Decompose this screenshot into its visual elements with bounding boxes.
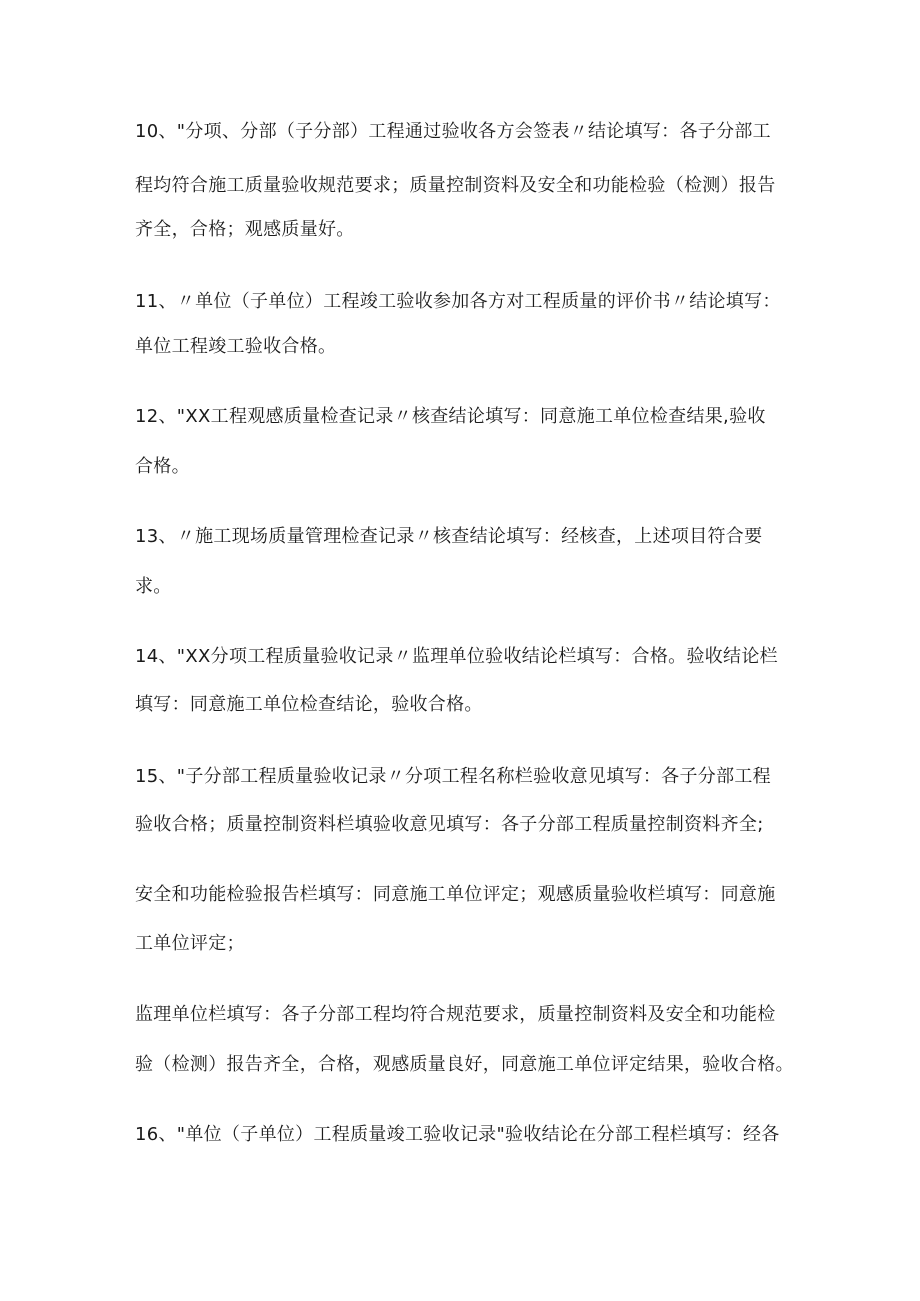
paragraph-line: 监理单位栏填写：各子分部工程均符合规范要求，质量控制资料及安全和功能检 <box>135 1004 776 1025</box>
paragraph-line: 15、"子分部工程质量验收记录〃分项工程名称栏验收意见填写：各子分部工程 <box>135 766 771 787</box>
paragraph-line: 10、"分项、分部（子分部）工程通过验收各方会签表〃结论填写：各子分部工 <box>135 121 771 142</box>
paragraph-line: 程均符合施工质量验收规范要求；质量控制资料及安全和功能检验（检测）报告 <box>135 175 776 196</box>
paragraph-line: 14、"XX分项工程质量验收记录〃监理单位验收结论栏填写：合格。验收结论栏 <box>135 646 778 667</box>
paragraph-line: 填写：同意施工单位检查结论，验收合格。 <box>135 694 483 715</box>
paragraph-line: 12、"XX工程观感质量检查记录〃核查结论填写：同意施工单位检查结果,验收 <box>135 406 766 427</box>
paragraph-line: 验（检测）报告齐全，合格，观感质量良好，同意施工单位评定结果，验收合格。 <box>135 1054 794 1075</box>
paragraph-line: 工单位评定； <box>135 933 245 954</box>
paragraph-line: 11、〃单位（子单位）工程竣工验收参加各方对工程质量的评价书〃结论填写： <box>135 291 781 312</box>
paragraph-line: 13、〃施工现场质量管理检查记录〃核查结论填写：经核查，上述项目符合要 <box>135 526 763 547</box>
paragraph-line: 安全和功能检验报告栏填写：同意施工单位评定；观感质量验收栏填写：同意施 <box>135 884 776 905</box>
paragraph-line: 验收合格；质量控制资料栏填验收意见填写：各子分部工程质量控制资料齐全; <box>135 814 764 835</box>
paragraph-line: 合格。 <box>135 456 190 477</box>
paragraph-line: 单位工程竣工验收合格。 <box>135 336 337 357</box>
paragraph-line: 16、"单位（子单位）工程质量竣工验收记录"验收结论在分部工程栏填写：经各 <box>135 1124 780 1145</box>
paragraph-line: 求。 <box>135 576 172 597</box>
paragraph-line: 齐全，合格；观感质量好。 <box>135 219 355 240</box>
